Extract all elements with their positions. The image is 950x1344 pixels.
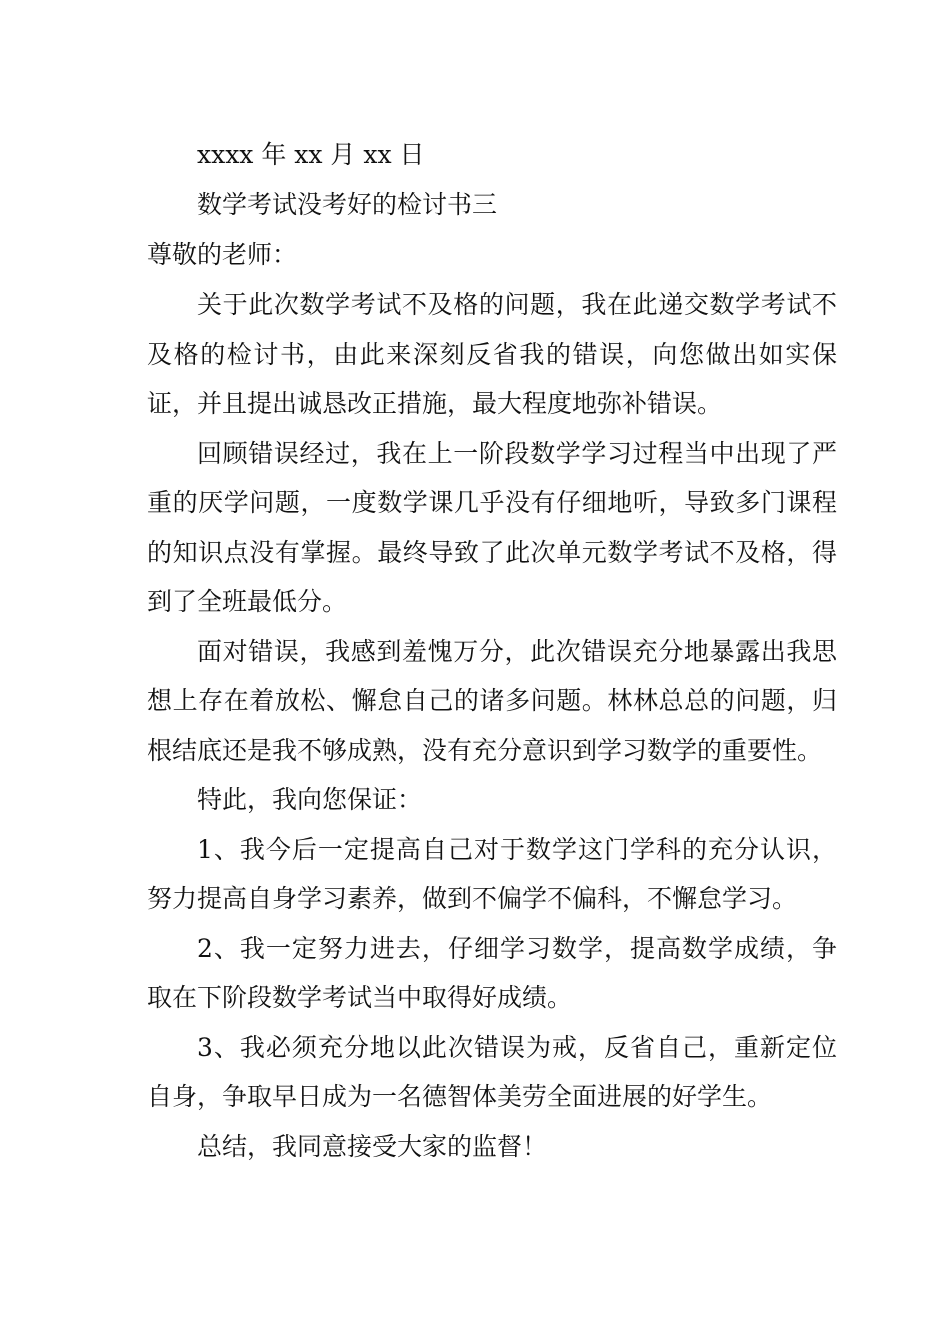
document-title: 数学考试没考好的检讨书三 (197, 190, 498, 219)
document-page (147, 130, 837, 1171)
paragraph-intro: 关于此次数学考试不及格的问题，我在此递交数学考试不及格的检讨书，由此来深刻反省我的错误，向您做出如实保证，并且提出诚恳改正措施，最大程度地弥补错误。 (147, 290, 837, 418)
paragraph-review: 回顾错误经过，我在上一阶段数学学习过程当中出现了严重的厌学问题，一度数学课几乎没有仔细地听，导致多门课程的知识点没有掌握。最终导致了此次单元数学考试不及格，得到了全班最低分。 (147, 438, 837, 616)
paragraph-closing: 总结，我同意接受大家的监督！ (197, 1131, 548, 1161)
document-salutation: 尊敬的老师： (147, 240, 298, 269)
document-date: xxxx 年 xx 月 xx 日 (197, 140, 425, 169)
pledge-item-2: 2、我一定努力进去，仔细学习数学，提高数学成绩，争取在下阶段数学考试当中取得好成绩。 (147, 933, 837, 1012)
pledge-item-1: 1、我今后一定提高自己对于数学这门学科的充分认识，努力提高自身学习素养，做到不偏学不偏科，不懈怠学习。 (147, 834, 837, 913)
pledge-item-3: 3、我必须充分地以此次错误为戒，反省自己，重新定位自身，争取早日成为一名德智体美劳全面进展的好学生。 (147, 1032, 837, 1111)
paragraph-pledge-intro: 特此，我向您保证： (197, 785, 423, 814)
paragraph-reflection: 面对错误，我感到羞愧万分，此次错误充分地暴露出我思想上存在着放松、懈怠自己的诸多问题。林林总总的问题，归根结底还是我不够成熟，没有充分意识到学习数学的重要性。 (147, 636, 837, 765)
